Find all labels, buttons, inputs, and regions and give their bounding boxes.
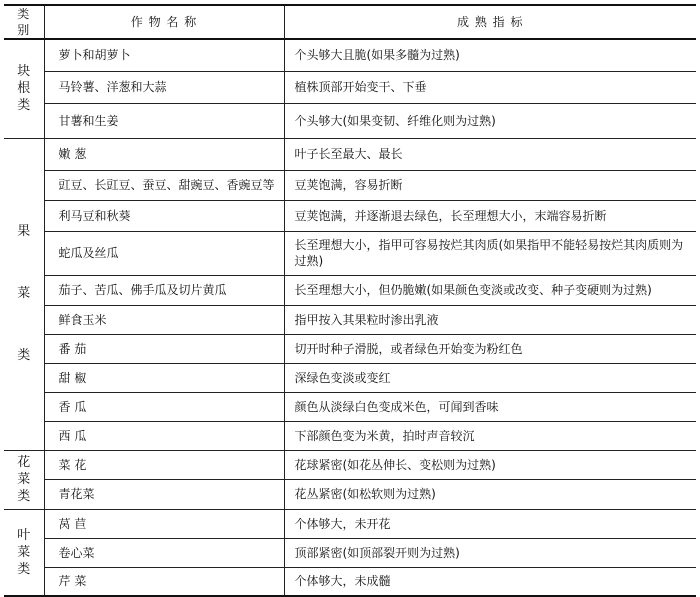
maturity-criteria: 植株顶部开始变干、下垂 <box>284 71 696 103</box>
table-row <box>4 39 696 71</box>
table-row <box>4 200 696 231</box>
maturity-criteria: 叶子长至最大、最长 <box>284 138 696 170</box>
table-row <box>4 421 696 450</box>
maturity-criteria: 切开时种子滑脱，或者绿色开始变为粉红色 <box>284 334 696 363</box>
crop-name: 茄子、苦瓜、佛手瓜及切片黄瓜 <box>44 275 284 305</box>
maturity-criteria: 深绿色变淡或变红 <box>284 363 696 392</box>
table-row <box>4 450 696 479</box>
table-row <box>4 71 696 103</box>
table-row <box>4 103 696 138</box>
category-label: 叶菜类 <box>17 527 31 577</box>
crop-name: 嫩 葱 <box>44 138 284 170</box>
header-criteria: 成 熟 指 标 <box>284 5 696 39</box>
crop-name: 芹 菜 <box>44 567 284 596</box>
crop-name: 利马豆和秋葵 <box>44 200 284 231</box>
maturity-criteria: 个头够大且脆(如果多髓为过熟) <box>284 39 696 71</box>
maturity-criteria: 豆荚饱满，并逐渐退去绿色，长至理想大小，末端容易折断 <box>284 200 696 231</box>
table-row <box>4 305 696 334</box>
category-label: 果菜类 <box>17 224 31 363</box>
table-row <box>4 509 696 538</box>
category-label: 花菜类 <box>17 455 31 504</box>
header-name: 作 物 名 称 <box>44 5 284 39</box>
maturity-criteria: 个体够大，未成髓 <box>284 567 696 596</box>
table-row <box>4 392 696 421</box>
table-row <box>4 231 696 275</box>
maturity-criteria: 个头够大(如果变韧、纤维化则为过熟) <box>284 103 696 138</box>
table-row <box>4 334 696 363</box>
table-row <box>4 170 696 200</box>
category-cell <box>4 39 44 138</box>
table-row <box>4 538 696 567</box>
crop-name: 甜 椒 <box>44 363 284 392</box>
crop-name: 菜 花 <box>44 450 284 479</box>
maturity-criteria: 下部颜色变为米黄，拍时声音较沉 <box>284 421 696 450</box>
crop-name: 萝卜和胡萝卜 <box>44 39 284 71</box>
crop-name: 番 茄 <box>44 334 284 363</box>
category-cell <box>4 450 44 509</box>
crop-name: 鲜食玉米 <box>44 305 284 334</box>
maturity-criteria: 个体够大，未开花 <box>284 509 696 538</box>
table-row <box>4 363 696 392</box>
table-row <box>4 479 696 509</box>
header-row <box>4 5 696 39</box>
category-cell <box>4 509 44 596</box>
maturity-criteria: 指甲按入其果粒时渗出乳液 <box>284 305 696 334</box>
crop-name: 莴 苣 <box>44 509 284 538</box>
maturity-criteria: 豆荚饱满，容易折断 <box>284 170 696 200</box>
table-row <box>4 567 696 596</box>
crop-name: 西 瓜 <box>44 421 284 450</box>
category-cell <box>4 138 44 450</box>
maturity-table <box>4 4 696 597</box>
crop-name: 青花菜 <box>44 479 284 509</box>
crop-name: 香 瓜 <box>44 392 284 421</box>
crop-name: 蛇瓜及丝瓜 <box>44 231 284 275</box>
maturity-criteria: 花球紧密(如花丛伸长、变松则为过熟) <box>284 450 696 479</box>
crop-name: 甘薯和生姜 <box>44 103 284 138</box>
header-category: 类别 <box>4 5 44 39</box>
crop-name: 豇豆、长豇豆、蚕豆、甜豌豆、香豌豆等 <box>44 170 284 200</box>
table-row <box>4 275 696 305</box>
crop-name: 马铃薯、洋葱和大蒜 <box>44 71 284 103</box>
maturity-criteria: 长至理想大小，但仍脆嫩(如果颜色变淡或改变、种子变硬则为过熟) <box>284 275 696 305</box>
maturity-criteria: 顶部紧密(如顶部裂开则为过熟) <box>284 538 696 567</box>
maturity-criteria: 长至理想大小，指甲可容易按烂其肉质(如果指甲不能轻易按烂其肉质则为过熟) <box>284 231 696 275</box>
maturity-criteria: 颜色从淡绿白色变成米色，可闻到香味 <box>284 392 696 421</box>
crop-name: 卷心菜 <box>44 538 284 567</box>
table-row <box>4 138 696 170</box>
category-label: 块根类 <box>17 64 31 114</box>
maturity-criteria: 花丛紧密(如松软则为过熟) <box>284 479 696 509</box>
